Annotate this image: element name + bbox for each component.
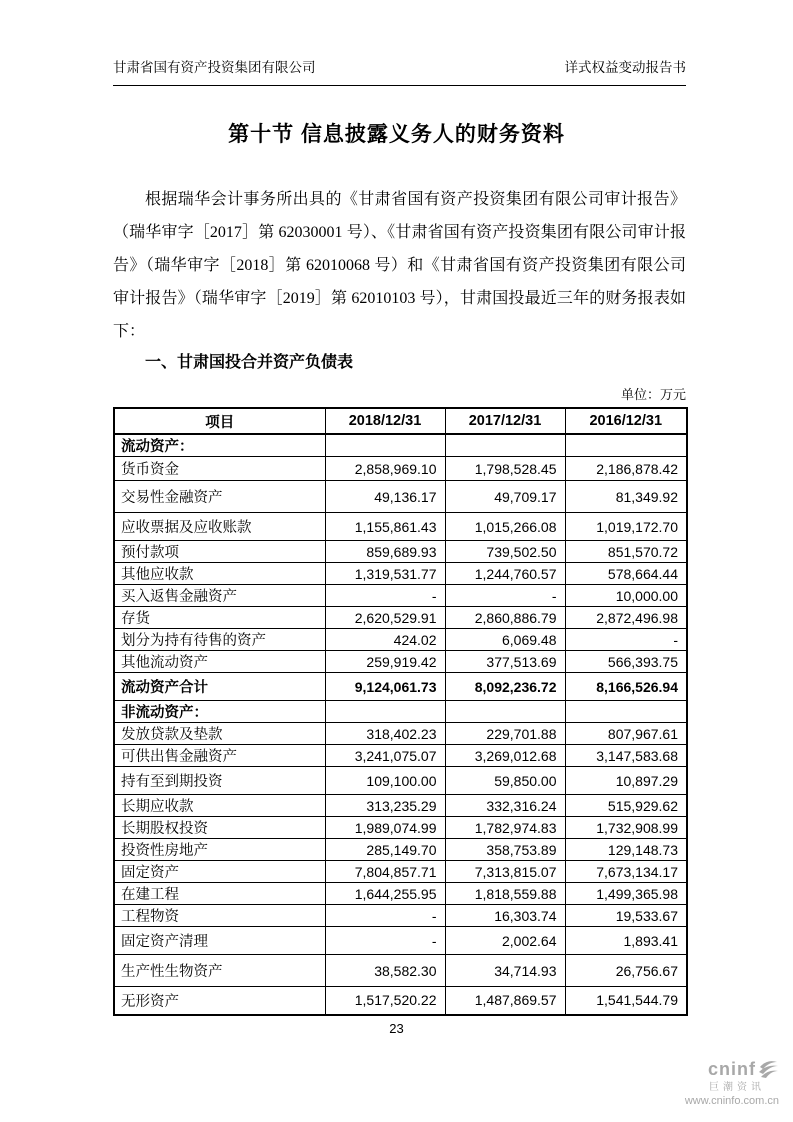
cell-value: 2,002.64: [445, 927, 565, 955]
cell-value: [565, 701, 687, 723]
cell-value: 49,709.17: [445, 481, 565, 513]
row-label: 货币资金: [114, 457, 325, 481]
cell-value: -: [325, 927, 445, 955]
cell-value: 3,147,583.68: [565, 745, 687, 767]
row-label: 可供出售金融资产: [114, 745, 325, 767]
table-row: [114, 955, 687, 987]
cell-value: 34,714.93: [445, 955, 565, 987]
cninfo-logo: [685, 1060, 779, 1107]
cell-value: 515,929.62: [565, 795, 687, 817]
table-body: [114, 434, 687, 1015]
cell-value: 1,541,544.79: [565, 987, 687, 1015]
row-label: 划分为持有待售的资产: [114, 629, 325, 651]
cell-value: 7,804,857.71: [325, 861, 445, 883]
row-label: 投资性房地产: [114, 839, 325, 861]
cell-value: 1,487,869.57: [445, 987, 565, 1015]
cell-value: 26,756.67: [565, 955, 687, 987]
header-report-name: 详式权益变动报告书: [564, 60, 686, 75]
row-label: 应收票据及应收账款: [114, 513, 325, 541]
cell-value: 7,313,815.07: [445, 861, 565, 883]
table-row: [114, 629, 687, 651]
cell-value: [445, 701, 565, 723]
unit-note: 单位：万元: [620, 387, 686, 402]
cell-value: 1,818,559.88: [445, 883, 565, 905]
cell-value: 8,166,526.94: [565, 673, 687, 701]
cell-value: 1,782,974.83: [445, 817, 565, 839]
cninfo-swirl-icon: [757, 1060, 779, 1080]
cell-value: 313,235.29: [325, 795, 445, 817]
logo-brand-text: cninf: [708, 1059, 756, 1080]
column-header-2016: 2016/12/31: [565, 408, 687, 434]
cell-value: 10,000.00: [565, 585, 687, 607]
row-label: 非流动资产：: [114, 701, 325, 723]
table-row: [114, 481, 687, 513]
table-row: [114, 651, 687, 673]
table-row: [114, 457, 687, 481]
column-header-item: 项目: [114, 408, 325, 434]
page-title: 第十节 信息披露义务人的财务资料: [228, 123, 565, 146]
balance-sheet-table: [113, 407, 688, 1016]
table-row: [114, 795, 687, 817]
column-header-2017: 2017/12/31: [445, 408, 565, 434]
row-label: 长期股权投资: [114, 817, 325, 839]
cell-value: -: [445, 585, 565, 607]
cell-value: 2,872,496.98: [565, 607, 687, 629]
header-company-name: 甘肃省国有资产投资集团有限公司: [113, 60, 316, 75]
row-label: 固定资产: [114, 861, 325, 883]
cell-value: 285,149.70: [325, 839, 445, 861]
cell-value: 859,689.93: [325, 541, 445, 563]
table-row: [114, 723, 687, 745]
logo-url: www.cninfo.com.cn: [684, 1095, 779, 1107]
cell-value: 2,186,878.42: [565, 457, 687, 481]
cell-value: 807,967.61: [565, 723, 687, 745]
cell-value: 3,269,012.68: [445, 745, 565, 767]
cell-value: -: [325, 905, 445, 927]
cell-value: 851,570.72: [565, 541, 687, 563]
table-row: [114, 883, 687, 905]
row-label: 长期应收款: [114, 795, 325, 817]
table-row: [114, 745, 687, 767]
cell-value: 377,513.69: [445, 651, 565, 673]
row-label: 发放贷款及垫款: [114, 723, 325, 745]
cell-value: 6,069.48: [445, 629, 565, 651]
running-header: [113, 56, 686, 86]
cell-value: [325, 434, 445, 457]
cell-value: 129,148.73: [565, 839, 687, 861]
cell-value: 1,732,908.99: [565, 817, 687, 839]
cell-value: 9,124,061.73: [325, 673, 445, 701]
cell-value: 1,644,255.95: [325, 883, 445, 905]
table-row: [114, 817, 687, 839]
table-row: [114, 673, 687, 701]
table-row: [114, 927, 687, 955]
cell-value: 8,092,236.72: [445, 673, 565, 701]
cell-value: 1,319,531.77: [325, 563, 445, 585]
row-label: 固定资产清理: [114, 927, 325, 955]
cell-value: 358,753.89: [445, 839, 565, 861]
cell-value: 1,798,528.45: [445, 457, 565, 481]
cell-value: 424.02: [325, 629, 445, 651]
logo-brand-row: [685, 1060, 779, 1080]
cell-value: [325, 701, 445, 723]
table-row: [114, 701, 687, 723]
row-label: 无形资产: [114, 987, 325, 1015]
cell-value: 1,989,074.99: [325, 817, 445, 839]
table-row: [114, 861, 687, 883]
row-label: 工程物资: [114, 905, 325, 927]
cell-value: 7,673,134.17: [565, 861, 687, 883]
row-label: 买入返售金融资产: [114, 585, 325, 607]
cell-value: 59,850.00: [445, 767, 565, 795]
column-header-2018: 2018/12/31: [325, 408, 445, 434]
table-row: [114, 541, 687, 563]
cell-value: 318,402.23: [325, 723, 445, 745]
cell-value: 109,100.00: [325, 767, 445, 795]
table-row: [114, 563, 687, 585]
row-label: 预付款项: [114, 541, 325, 563]
cell-value: 1,015,266.08: [445, 513, 565, 541]
cell-value: 332,316.24: [445, 795, 565, 817]
cell-value: 229,701.88: [445, 723, 565, 745]
row-label: 存货: [114, 607, 325, 629]
cell-value: 38,582.30: [325, 955, 445, 987]
cell-value: 3,241,075.07: [325, 745, 445, 767]
row-label: 其他流动资产: [114, 651, 325, 673]
cell-value: [565, 434, 687, 457]
page-number: 23: [389, 1021, 404, 1036]
table-row: [114, 987, 687, 1015]
cell-value: 1,155,861.43: [325, 513, 445, 541]
row-label: 流动资产合计: [114, 673, 325, 701]
cell-value: 1,244,760.57: [445, 563, 565, 585]
table-row: [114, 513, 687, 541]
cell-value: -: [565, 629, 687, 651]
cell-value: 10,897.29: [565, 767, 687, 795]
table-row: [114, 767, 687, 795]
logo-chinese-name: 巨潮资讯: [709, 1082, 765, 1093]
cell-value: 2,620,529.91: [325, 607, 445, 629]
cell-value: 2,858,969.10: [325, 457, 445, 481]
row-label: 持有至到期投资: [114, 767, 325, 795]
cell-value: 49,136.17: [325, 481, 445, 513]
cell-value: 1,499,365.98: [565, 883, 687, 905]
row-label: 生产性生物资产: [114, 955, 325, 987]
cell-value: [445, 434, 565, 457]
cell-value: 259,919.42: [325, 651, 445, 673]
table-row: [114, 585, 687, 607]
table-header-row: [114, 408, 687, 434]
row-label: 在建工程: [114, 883, 325, 905]
cell-value: 1,019,172.70: [565, 513, 687, 541]
cell-value: 81,349.92: [565, 481, 687, 513]
table-row: [114, 607, 687, 629]
table-row: [114, 839, 687, 861]
cell-value: 19,533.67: [565, 905, 687, 927]
row-label: 其他应收款: [114, 563, 325, 585]
cell-value: 739,502.50: [445, 541, 565, 563]
intro-paragraph: 根据瑞华会计事务所出具的《甘肃省国有资产投资集团有限公司审计报告》（瑞华审字［2017］第 62030001 号）、《甘肃省国有资产投资集团有限公司审计报告》（瑞华审字［2018］第 62010068 号）和《甘肃省国有资产投资集团有限公司审计报告》（瑞华审字［2019］第 62010103 号），甘肃国投最近三年的财务报表如下：: [113, 191, 686, 340]
cell-value: -: [325, 585, 445, 607]
cell-value: 566,393.75: [565, 651, 687, 673]
cell-value: 16,303.74: [445, 905, 565, 927]
table-row: [114, 434, 687, 457]
cell-value: 1,517,520.22: [325, 987, 445, 1015]
cell-value: 1,893.41: [565, 927, 687, 955]
row-label: 交易性金融资产: [114, 481, 325, 513]
table-row: [114, 905, 687, 927]
row-label: 流动资产：: [114, 434, 325, 457]
section-heading: 一、甘肃国投合并资产负债表: [145, 354, 354, 371]
table-header: [114, 408, 687, 434]
cell-value: 578,664.44: [565, 563, 687, 585]
cell-value: 2,860,886.79: [445, 607, 565, 629]
